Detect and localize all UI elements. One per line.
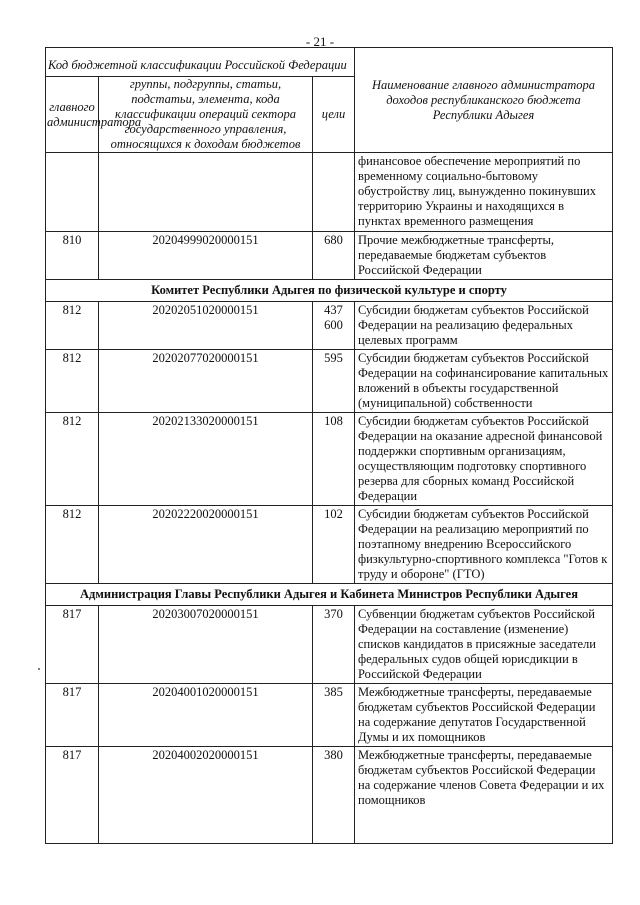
purpose-cell: 102 — [313, 506, 355, 584]
code-cell: 20204999020000151 — [99, 232, 313, 280]
section-title: Комитет Республики Адыгея по физической культуре и спорту — [46, 280, 613, 302]
admin-cell: 810 — [46, 232, 99, 280]
table-row — [46, 747, 613, 844]
purpose-cell: 595 — [313, 350, 355, 413]
purpose-cell: 380 — [313, 747, 355, 844]
name-cell: Субсидии бюджетам субъектов Российской Федерации на реализацию мероприятий по поэтапному внедрению Всероссийского физкультурно-спортивного комплекса "Готов к труду и обороне" (ГТО) — [355, 506, 613, 584]
table-row — [46, 153, 613, 232]
code-cell: 20202220020000151 — [99, 506, 313, 584]
code-cell: 20203007020000151 — [99, 606, 313, 684]
code-header: Код бюджетной классификации Российской Федерации — [46, 48, 355, 77]
purpose-cell — [313, 153, 355, 232]
name-cell: Межбюджетные трансферты, передаваемые бюджетам субъектов Российской Федерации на содержание членов Совета Федерации и их помощников — [355, 747, 613, 844]
name-header: Наименование главного администратора доходов республиканского бюджета Республики Адыгея — [355, 48, 613, 153]
section-heading-row — [46, 584, 613, 606]
admin-cell: 812 — [46, 302, 99, 350]
admin-cell: 812 — [46, 413, 99, 506]
purpose-cell: 370 — [313, 606, 355, 684]
header-row-top — [46, 48, 613, 77]
admin-cell: 817 — [46, 684, 99, 747]
name-cell: Субвенции бюджетам субъектов Российской Федерации на составление (изменение) списков кандидатов в присяжные заседатели федеральных судов общей юрисдикции в Российской Федерации — [355, 606, 613, 684]
name-cell: Субсидии бюджетам субъектов Российской Федерации на софинансирование капитальных вложений в объекты государственной (муниципальной) собственности — [355, 350, 613, 413]
purpose-cell: 680 — [313, 232, 355, 280]
admin-cell — [46, 153, 99, 232]
section-title: Администрация Главы Республики Адыгея и Кабинета Министров Республики Адыгея — [46, 584, 613, 606]
admin-cell: 817 — [46, 606, 99, 684]
name-cell: Субсидии бюджетам субъектов Российской Федерации на реализацию федеральных целевых программ — [355, 302, 613, 350]
code-cell: 20204002020000151 — [99, 747, 313, 844]
budget-classification-table — [45, 47, 613, 844]
group-header: группы, подгруппы, статьи, подстатьи, элемента, кода классификации операций сектора государственного управления, относящихся к доходам бюджетов — [99, 77, 313, 153]
purpose-cell: 437 600 — [313, 302, 355, 350]
purpose-cell: 385 — [313, 684, 355, 747]
admin-header: главного администратора — [46, 77, 99, 153]
table-row — [46, 232, 613, 280]
name-cell: Субсидии бюджетам субъектов Российской Федерации на оказание адресной финансовой поддержки спортивным организациям, осуществляющим подготовку спортивного резерва для сборных команд Российской Федерации — [355, 413, 613, 506]
table-row — [46, 413, 613, 506]
purpose-header: цели — [313, 77, 355, 153]
table-row — [46, 684, 613, 747]
table-row — [46, 606, 613, 684]
code-cell — [99, 153, 313, 232]
admin-cell: 812 — [46, 506, 99, 584]
name-cell: Межбюджетные трансферты, передаваемые бюджетам субъектов Российской Федерации на содержание депутатов Государственной Думы и их помощников — [355, 684, 613, 747]
admin-cell: 817 — [46, 747, 99, 844]
code-cell: 20202133020000151 — [99, 413, 313, 506]
purpose-cell: 108 — [313, 413, 355, 506]
name-cell: Прочие межбюджетные трансферты, передаваемые бюджетам субъектов Российской Федерации — [355, 232, 613, 280]
section-heading-row — [46, 280, 613, 302]
code-cell: 20202077020000151 — [99, 350, 313, 413]
table-row — [46, 302, 613, 350]
table-row — [46, 350, 613, 413]
table-row — [46, 506, 613, 584]
code-cell: 20202051020000151 — [99, 302, 313, 350]
name-cell: финансовое обеспечение мероприятий по временному социально-бытовому обустройству лиц, вынужденно покинувших территорию Украины и находящихся в пунктах временного размещения — [355, 153, 613, 232]
admin-cell: 812 — [46, 350, 99, 413]
margin-mark — [38, 668, 40, 670]
page-number: - 21 - — [305, 34, 335, 49]
code-cell: 20204001020000151 — [99, 684, 313, 747]
